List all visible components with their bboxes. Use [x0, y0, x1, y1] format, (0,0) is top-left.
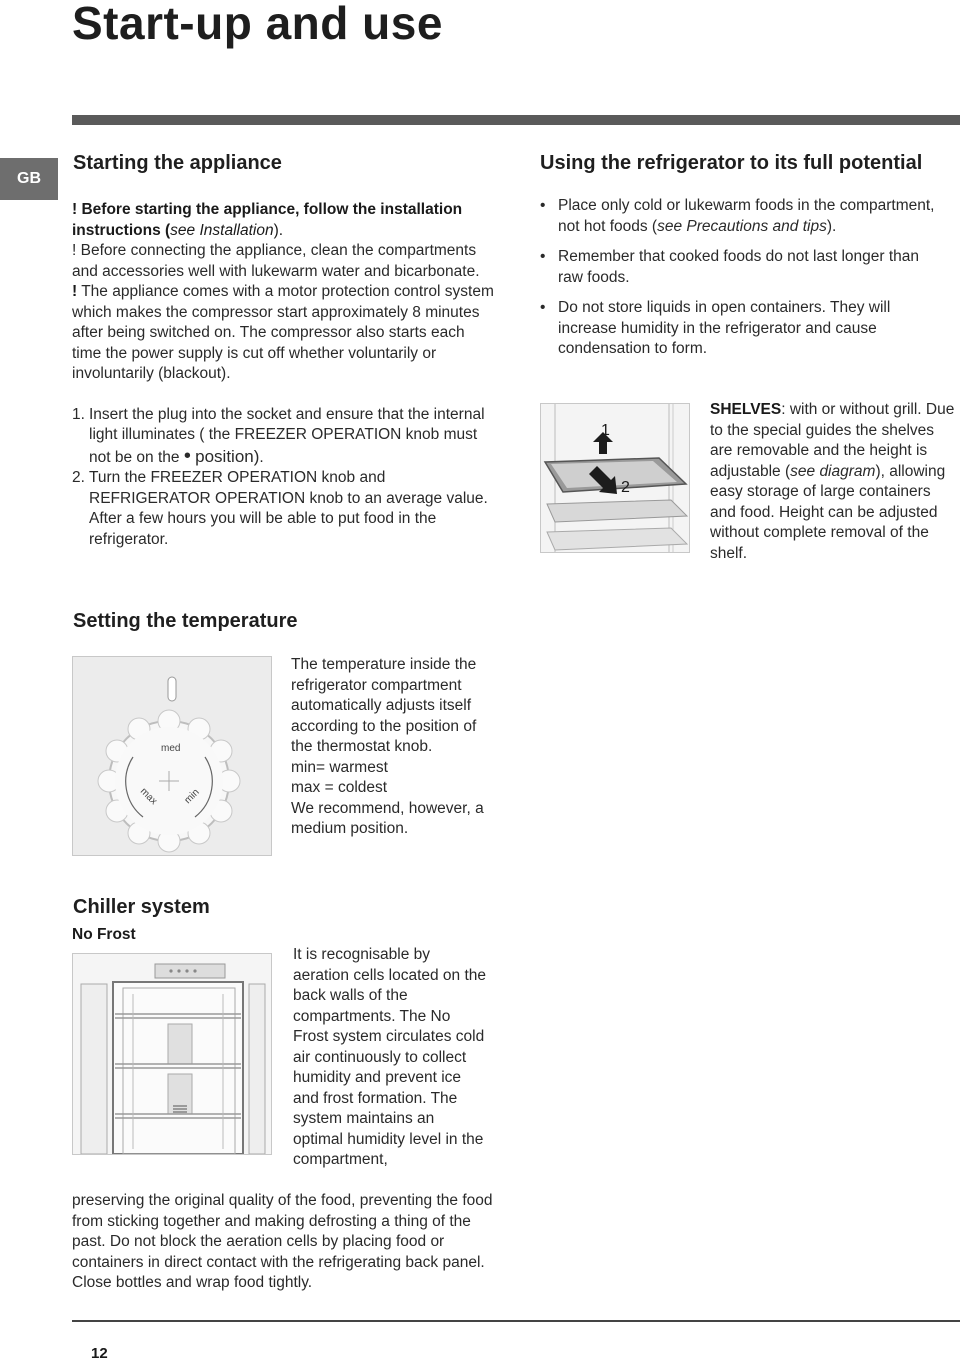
fridge-illustration	[73, 954, 271, 1154]
step-1: 1. Insert the plug into the socket and ensure that the internal light illuminates ( the FREEZER OPERATION knob must not be on the • position).	[72, 405, 485, 467]
chiller-heading: Chiller system	[73, 896, 210, 918]
fridge-interior-image	[72, 953, 272, 1155]
knob-label-max: max	[137, 785, 160, 808]
temp-recommend: We recommend, however, a medium position.	[291, 799, 484, 837]
temperature-text: The temperature inside the refrigerator compartment automatically adjusts itself according to the position of the thermostat knob. min= warmest max = coldest We recommend, however, a medium position.	[291, 655, 496, 840]
shelf-illustration	[541, 404, 689, 552]
shelf-diagram	[540, 403, 690, 553]
language-tab: GB	[0, 158, 58, 200]
using-section	[540, 196, 948, 370]
chiller-text-full: preserving the original quality of the food, preventing the food from sticking together and making defrosting a thing of the past. Do not block the aeration cells by placing food or containers in direct contact with the refrigerating back panel. Close bottles and wrap food tightly.	[72, 1192, 493, 1291]
footer-rule	[72, 1320, 960, 1322]
installation-ref: see Installation	[170, 221, 274, 239]
thermostat-knob-image	[72, 656, 272, 856]
page-number: 12	[91, 1345, 108, 1362]
tip-cold-foods: • Place only cold or lukewarm foods in the compartment, not hot foods (see Precautions and tips).	[540, 197, 935, 235]
warning-clean: ! Before connecting the appliance, clean the compartments and accessories well with lukewarm water and bicarbonate.	[72, 242, 480, 280]
knob-label-min: min	[182, 786, 202, 807]
shelves-text: SHELVES: with or without grill. Due to the special guides the shelves are removable and the height is adjustable (see diagram), allowing easy storage of large containers and food. Height can be adjusted without complete removal of the shelf.	[710, 401, 955, 562]
tips-list	[540, 196, 948, 360]
diagram-label-2: 2	[621, 479, 630, 496]
thermostat-knob-illustration	[73, 657, 271, 855]
no-frost-subheading: No Frost	[72, 926, 136, 943]
tip-liquids: • Do not store liquids in open containers. They will increase humidity in the refrigerator and cause condensation to form.	[540, 299, 891, 357]
starting-section	[72, 200, 497, 550]
starting-heading: Starting the appliance	[73, 152, 282, 174]
tip-cooked-foods: • Remember that cooked foods do not last longer than raw foods.	[540, 248, 920, 286]
step-2: 2. Turn the FREEZER OPERATION knob and REFRIGERATOR OPERATION knob to an average value. After a few hours you will be able to put food in the refrigerator.	[72, 469, 488, 548]
using-heading: Using the refrigerator to its full potential	[540, 152, 923, 174]
header-rule	[72, 115, 960, 125]
dot-symbol: •	[183, 444, 191, 467]
page-title: Start-up and use	[72, 0, 443, 49]
start-steps	[72, 405, 497, 551]
temp-max: max = coldest	[291, 779, 388, 796]
warning-motor: ! The appliance comes with a motor protection control system which makes the compressor start approximately 8 minutes after being switched on. The compressor also starts each time the power supply is cut off whether voluntarily or involuntarily (blackout).	[72, 283, 494, 382]
temperature-heading: Setting the temperature	[73, 610, 298, 632]
chiller-text-wrap: It is recognisable by aeration cells located on the back walls of the compartments. The No Frost system circulates cold air continuously to collect humidity and prevent ice and frost formation. The system maintains an optimal humidity level in the compartment,	[293, 946, 487, 1168]
temp-min: min= warmest	[291, 758, 388, 776]
diagram-label-1: 1	[601, 422, 610, 439]
warning-installation: ! Before starting the appliance, follow the installation instructions (see Installation).	[72, 201, 463, 239]
knob-label-med: med	[161, 743, 181, 754]
